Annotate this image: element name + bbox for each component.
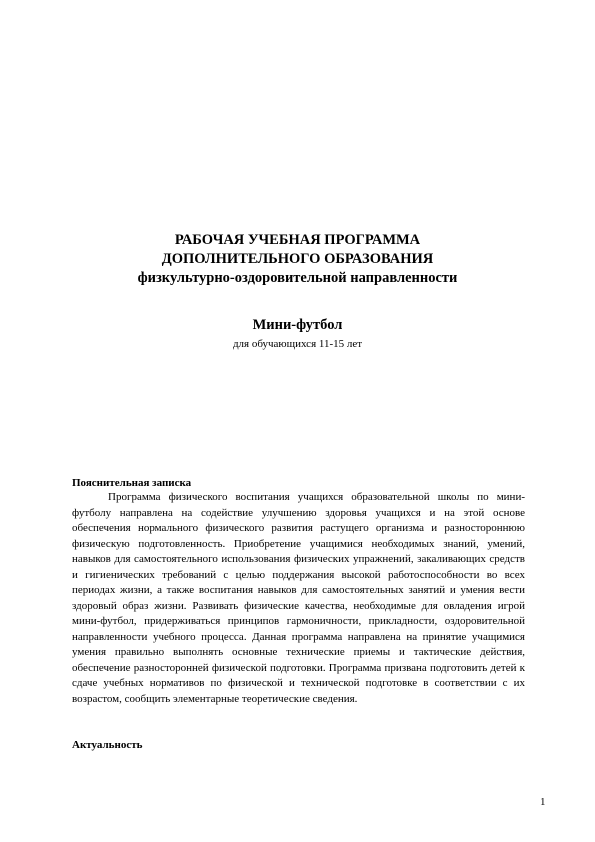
explanatory-note-heading: Пояснительная записка [72,477,192,489]
title-line-3: физкультурно-оздоровительной направленности [137,270,458,286]
explanatory-note-body: Программа физического воспитания учащихся образовательной школы по мини-футболу направлена на содействие улучшению здоровья учащихся и на этой основе обеспечения нормального физического развития растущего организма и разностороннюю физическую подготовленность. Приобретение учащимися необходимых знаний, умений, навыков для самостоятельного использования физических упражнений, закаливающих средств и гигиенических требований с целью поддержания высокой работоспособности во всех периодах жизни, а также воспитания навыков для самостоятельных занятий и умения вести здоровый образ жизни. Развивать физические качества, необходимые для овладения игрой мини-футбол, придерживаться принципов гармоничности, прикладности, оздоровительной направленности учебного процесса. Данная программа направлена на принятие учащимися умения правильно выполнять основные технические приемы и тактические действия, обеспечение разносторонней физической подготовки. Программа призвана подготовить детей к сдаче учебных нормативов по физической и технической подготовке в соответствии с их возрастом, сообщить элементарные теоретические сведения. [72,491,525,705]
program-subject: Мини-футбол [252,317,343,333]
relevance-heading: Актуальность [72,739,143,751]
program-audience: для обучающихся 11-15 лет [232,338,363,350]
title-line-2: ДОПОЛНИТЕЛЬНОГО ОБРАЗОВАНИЯ [161,251,434,267]
page-number: 1 [540,796,546,808]
title-line-1: РАБОЧАЯ УЧЕБНАЯ ПРОГРАММА [174,232,421,248]
document-title [0,231,595,288]
